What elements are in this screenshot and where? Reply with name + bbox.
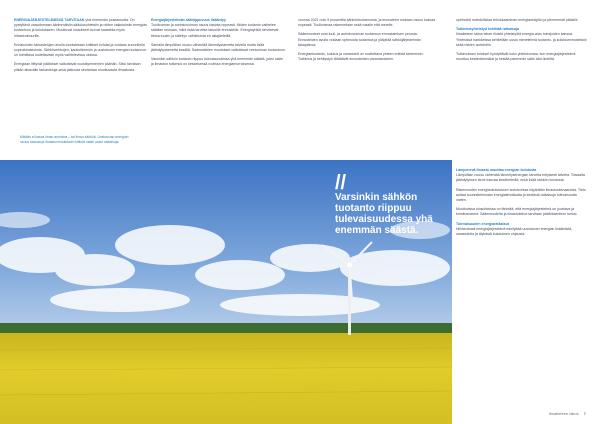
page-footer xyxy=(549,411,586,416)
paragraph: Muuttuvissa olosuhteissa on tärkeää, että energiajärjestelmä on joustava ja toimitusvarma. Sääennusteita ja ilmastotietoa tarvitaan päätöksenteon tueksi. xyxy=(456,207,578,217)
paragraph: Varsinkin sähkön tuotanto riippuu tulevaisuudessa yhä enemmän säästä, joten sään ja ilmaston tutkimus on keskeisessä roolissa energiamurroksessa. xyxy=(151,57,283,67)
paragraph: Energiaan liittyvät päätökset vaikuttavat vuosikymmenien päähän. Siksi tarvitaan pitkän aikavälin tarkasteluja sekä jatkuvaa seurantaa muuttuvasta ilmastosta. xyxy=(14,62,141,72)
paragraph: optimointi mahdollistaa tehokkaamman energiankäytön ja pienemmät päästöt. xyxy=(456,18,579,22)
paragraph: Energiantuotanto, kulutus ja varastointi on sovitettava yhteen entistä tarkemmin. Tutkimus ja kehitystyö tähtäävät ennusteiden parantamiseen. xyxy=(298,52,424,62)
subheading: Energiajärjestelmän sääriippuvuus lisääntyy xyxy=(151,18,226,22)
paragraph: Sääennusteet ovat tuuli- ja aurinkovoiman tuotannon ennustamisen perusta. Ennusteiden avulla voidaan optimoida tuotantoa ja ylläpitää sähköjärjestelmän tasapainoa. xyxy=(298,32,421,47)
subheading: Lämpenevä ilmasto muuttaa energian kulutusta xyxy=(456,168,537,172)
subheading: Tutkimusyhteistyö kehittää ratkaisuja xyxy=(456,27,520,32)
paragraph-text: yhä enemmän joustavuutta. On pystyttävä varautumaan äärimmäisiin sääolosuhteisiin ja niiden vaikutuksiin energian tuotantoon ja kulutukseen. Muuttuvat olosuhteet tuovat haasteita myös infrastruktuurille. xyxy=(14,18,148,38)
photo-caption: Mikään ei kasva ilman aurinkoa – tai ilman sähköä. Uusiutuvan energian osuus kasvaa ja ilmastonmuutoksen hillintä vaatii uusia ratkaisuja. xyxy=(20,135,129,144)
text-column-2 xyxy=(151,18,286,72)
paragraph xyxy=(14,18,149,39)
subheading: Tulevaisuuden energiaratkaisut xyxy=(456,221,509,226)
text-column-3 xyxy=(298,18,438,66)
quote-mark: // xyxy=(335,172,347,194)
paragraph: Tuulivoiman ja aurinkovoiman osuus kasvaa nopeasti. Niiden tuotanto vaihtelee säätilan mukaan, mikä lisää tarvetta tarkoille ennusteille. Energiayhtiöt tarvitsevat tietoa tuulen ja säteilyn vaihteluista eri aikajänteillä. xyxy=(151,23,279,38)
text-column-4 xyxy=(456,18,588,66)
page-number: 7 xyxy=(583,411,586,416)
pull-quote-text: Varsinkin sähkön tuotanto riippuu tulevaisuudessa yhä enemmän säästä. xyxy=(335,192,433,236)
paragraph: Hiilineutraali energiajärjestelmä edellyttää uusiutuvan energian lisäämistä, varastointia ja älykästä kulutuksen ohjausta. xyxy=(456,226,573,237)
paragraph: Rakennusten energiankulutuksen arvioinnissa käytetään ilmastoskenaarioita. Tieto auttaa suunnittelemaan energiatehokkaita ja kestäviä ratkaisuja tulevaisuutta varten. xyxy=(456,187,586,203)
paragraph: Tutkimuksen tulokset hyödyttävät koko yhteiskuntaa, kun energiajärjestelmä muuttuu kestävämmäksi ja kestää paremmin sään ääri-ilmiöitä. xyxy=(456,52,576,62)
text-column-1 xyxy=(14,18,149,77)
text-column-4-lower xyxy=(456,168,588,241)
paragraph: Ilmatieteen laitos tekee tiivistä yhteistyötä energia-alan toimijoiden kanssa. Yhteisissä hankkeissa kehitetään uusia menetelmiä tuotanto- ja kulutusennusteisiin sekä riskien arviointiin. xyxy=(456,32,587,47)
footer-text: Ilmatieteen laitos xyxy=(548,411,579,416)
pull-quote xyxy=(335,172,455,236)
lead-in: ENERGIAJÄRJESTELMÄSSÄ TARVITAAN xyxy=(14,18,85,22)
paragraph: Samalla lämpötilan nousu vähentää lämmitystarvetta talvella mutta lisää jäähdytystarvetta kesällä. Sademäärien muutokset vaikuttavat vesivoiman tuotantoon. xyxy=(151,42,286,53)
paragraph: Ennakoivien tarkastelujen avulla tunnistetaan kriittiset kohdat ja voidaan suunnitella sopeutumistoimia. Sähköverkkojen, kaukolämmön ja uusiutuvan energian tuotannon on toimittava luotettavasti myös vaihtelevissa oloissa. xyxy=(14,42,147,58)
paragraph: vuonna 2021 noin 9 prosenttia sähköntuotannosta, ja ennusteen mukaan osuus kasvaa nopeasti. Tuulivoimaa rakennetaan sekä maalle että merelle. xyxy=(298,18,436,28)
paragraph: Lämpötilan nousu vähentää lämmitysenergian tarvetta erityisesti talvella. Toisaalta jäähdytyksen tarve kasvaa kesähelteillä, mikä lisää sähkön kulutusta. xyxy=(456,173,585,183)
